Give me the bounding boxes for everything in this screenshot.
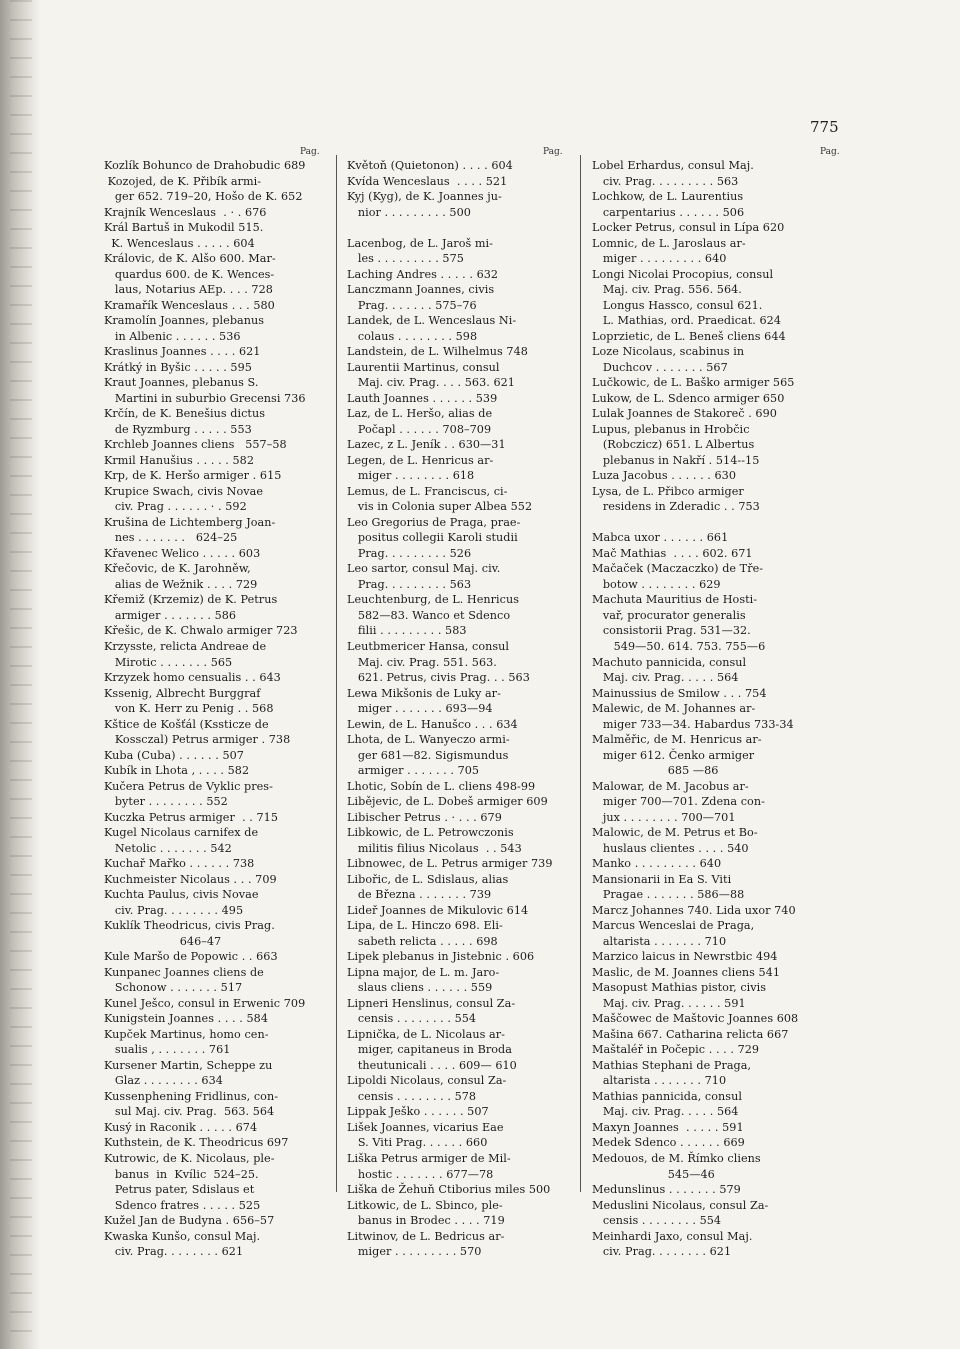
index-entry-line: S. Viti Prag. . . . . . 660	[347, 1136, 488, 1150]
index-entry-line: quardus 600. de K. Wences-	[104, 267, 275, 281]
index-entry-line: Květoň (Quietonon) . . . . 604	[347, 159, 513, 172]
index-entry-line: Leo Gregorius de Praga, prae-	[347, 515, 521, 529]
index-entry-line: Lazec, z L. Jeník . . 630—31	[347, 438, 506, 452]
index-entry-line: Medek Sdenco . . . . . . 669	[592, 1136, 745, 1150]
column-rule-1	[336, 155, 337, 1192]
index-entry-line: miger . . . . . . . . . 640	[592, 252, 727, 266]
index-entry-line: Kyj (Kyg), de K. Joannes ju-	[347, 190, 502, 204]
index-entry-line: vař, procurator generalis	[592, 608, 746, 622]
index-entry-line: Kuba (Cuba) . . . . . . 507	[104, 748, 244, 762]
index-entry-line: sualis , . . . . . . . 761	[104, 1043, 231, 1057]
index-entry-line: 545—46	[592, 1167, 715, 1181]
index-entry-line: Kozojed, de K. Přibík armi-	[104, 174, 262, 188]
index-entry-line: Maj. civ. Prag. . . . . . 591	[592, 996, 746, 1010]
index-entry-line: Malowar, de M. Jacobus ar-	[592, 779, 749, 793]
index-entry-line: Manko . . . . . . . . . 640	[592, 857, 722, 871]
pag-label-col3: Pag.	[820, 147, 840, 157]
index-entry-line: civ. Prag. . . . . . . . 621	[592, 1245, 732, 1259]
pag-label-col1: Pag.	[300, 147, 320, 157]
index-entry-line: Kučera Petrus de Vyklic pres-	[104, 779, 273, 793]
index-entry-line: Kubík in Lhota , . . . . 582	[104, 764, 250, 778]
index-column-3	[592, 158, 842, 1260]
index-entry-line: Kuklík Theodricus, civis Prag.	[104, 919, 275, 933]
index-entry-line: Malewic, de M. Johannes ar-	[592, 702, 756, 716]
index-entry-line: vis in Colonia super Albea 552	[347, 500, 533, 514]
index-entry-line: Lanczmann Joannes, civis	[347, 283, 495, 297]
index-entry-line: Kramařík Wenceslaus . . . 580	[104, 298, 275, 312]
index-entry-line: colaus . . . . . . . . 598	[347, 329, 478, 343]
index-entry-line: residens in Zderadic . . 753	[592, 500, 760, 514]
index-entry-line: Liška Petrus armiger de Mil-	[347, 1152, 511, 1165]
index-entry-line: Mašina 667. Catharina relicta 667	[592, 1027, 789, 1041]
index-entry-line: Lewin, de L. Hanušco . . . 634	[347, 717, 518, 731]
index-entry-line: Kwaska Kunšo, consul Maj.	[104, 1229, 261, 1243]
index-entry-line: miger . . . . . . . . . 570	[347, 1245, 482, 1259]
index-entry-line: Laching Andres . . . . . 632	[347, 267, 499, 281]
index-entry-line: Kupček Martinus, homo cen-	[104, 1027, 269, 1041]
index-entry-line: Libkowic, de L. Petrowczonis	[347, 826, 514, 840]
index-entry-line: civ. Prag. . . . . . . . . 563	[592, 174, 739, 188]
index-entry-line: Mabca uxor . . . . . . 661	[592, 531, 729, 545]
index-entry-line: sabeth relicta . . . . . 698	[347, 934, 498, 948]
index-entry-line: Lysa, de L. Přibco armiger	[592, 484, 744, 498]
index-entry-line: Maščowec de Maštovic Joannes 608	[592, 1012, 799, 1026]
index-entry-line: Lulak Joannes de Stakoreč . 690	[592, 407, 777, 421]
index-entry-line: Lipna major, de L. m. Jaro-	[347, 965, 500, 979]
index-entry-line: de Ryzmburg . . . . . 553	[104, 422, 252, 436]
index-entry-line: de Března . . . . . . . 739	[347, 888, 492, 902]
index-entry-line: Maj. civ. Prag. . . . . 564	[592, 671, 739, 685]
index-entry-line: Lipneri Henslinus, consul Za-	[347, 996, 516, 1010]
index-entry-line: Krmil Hanušius . . . . . 582	[104, 453, 255, 467]
index-entry-line: Glaz . . . . . . . . 634	[104, 1074, 223, 1088]
index-entry-line: Lobel Erhardus, consul Maj.	[592, 159, 754, 172]
index-entry-line: Lippak Ješko . . . . . . 507	[347, 1105, 489, 1119]
index-entry-line: Kutrowic, de K. Nicolaus, ple-	[104, 1152, 275, 1165]
index-entry-line: miger . . . . . . . . 618	[347, 469, 475, 483]
index-entry-line: Libnowec, de L. Petrus armiger 739	[347, 857, 553, 871]
index-entry-line: Marcus Wenceslai de Praga,	[592, 919, 755, 933]
index-entry-line: byter . . . . . . . . 552	[104, 795, 228, 809]
index-entry-line: Leo sartor, consul Maj. civ.	[347, 562, 501, 576]
index-entry-line: Lipoldi Nicolaus, consul Za-	[347, 1074, 507, 1088]
index-entry-line: Lochkow, de L. Laurentius	[592, 190, 744, 204]
index-entry-line: Mirotic . . . . . . . 565	[104, 655, 233, 669]
index-entry-line: Křavenec Welico . . . . . 603	[104, 546, 261, 560]
index-entry-line: Libořic, de L. Sdislaus, alias	[347, 872, 509, 886]
index-entry-line: les . . . . . . . . . 575	[347, 252, 464, 266]
index-entry-line: Kštice de Košťál (Kssticze de	[104, 717, 269, 731]
index-entry-line: Lomnic, de L. Jaroslaus ar-	[592, 236, 746, 250]
index-entry-line: Legen, de L. Henricus ar-	[347, 453, 494, 467]
index-entry-line: 582—83. Wanco et Sdenco	[347, 608, 511, 622]
index-entry-line: Mansionarii in Ea S. Viti	[592, 872, 732, 886]
index-entry-line: laus, Notarius AEp. . . . 728	[104, 283, 273, 297]
index-entry-line: Lipa, de L. Hinczo 698. Eli-	[347, 919, 503, 933]
index-entry-line: Krchleb Joannes cliens 557–58	[104, 438, 287, 452]
index-entry-line: Kuczka Petrus armiger . . 715	[104, 810, 278, 824]
index-entry-line: slaus cliens . . . . . . 559	[347, 981, 493, 995]
index-entry-line: Longi Nicolai Procopius, consul	[592, 267, 774, 281]
index-entry-line: Liška de Žehuň Ctiborius miles 500	[347, 1183, 551, 1197]
index-entry-line: Meinhardi Jaxo, consul Maj.	[592, 1229, 753, 1243]
index-entry-line: Medouos, de M. Římko cliens	[592, 1152, 761, 1165]
index-entry-line: 549—50. 614. 753. 755—6	[592, 639, 766, 653]
index-entry-line: Kvída Wenceslaus . . . . 521	[347, 174, 508, 188]
index-entry-line: Kužel Jan de Budyna . 656–57	[104, 1214, 275, 1228]
index-entry-line: Kraslinus Joannes . . . . 621	[104, 345, 261, 359]
index-entry-line: Maslic, de M. Joannes cliens 541	[592, 965, 781, 979]
index-entry-line: armiger . . . . . . . 586	[104, 608, 237, 622]
index-entry-line: Křemiž (Krzemiz) de K. Petrus	[104, 593, 278, 607]
index-entry-line: consistorii Prag. 531—32.	[592, 624, 751, 638]
index-entry-line: Libischer Petrus . · . . . 679	[347, 810, 502, 824]
index-entry-line: Lideř Joannes de Mikulovic 614	[347, 903, 529, 917]
index-entry-line: ger 681—82. Sigismundus	[347, 748, 509, 762]
index-entry-line: Kuthstein, de K. Theodricus 697	[104, 1136, 289, 1150]
index-column-1	[104, 158, 326, 1260]
index-entry-line: Netolic . . . . . . . 542	[104, 841, 232, 855]
index-entry-line: Krčín, de K. Benešius dictus	[104, 407, 266, 421]
index-entry-line: theutunicali . . . . 609— 610	[347, 1058, 517, 1072]
index-entry-line: Landstein, de L. Wilhelmus 748	[347, 345, 528, 359]
index-entry-line: Prag. . . . . . . . . 526	[347, 546, 472, 560]
index-entry-line: censis . . . . . . . . 554	[347, 1012, 477, 1026]
index-entry-line: banus in Kvílic 524–25.	[104, 1167, 259, 1181]
index-entry-line	[592, 515, 842, 531]
index-entry-line: civ. Prag. . . . . . . . 621	[104, 1245, 244, 1259]
index-entry-line: civ. Prag . . . . . . · . 592	[104, 500, 247, 514]
index-entry-line: Krzyzek homo censualis . . 643	[104, 671, 281, 685]
index-entry-line: Krzysste, relicta Andreae de	[104, 639, 267, 653]
index-entry-line: Krp, de K. Heršo armiger . 615	[104, 469, 282, 483]
index-entry-line: Pragae . . . . . . . 586—88	[592, 888, 745, 902]
index-entry-line: K. Wenceslaus . . . . . 604	[104, 236, 255, 250]
index-entry-line: 646–47	[104, 934, 222, 948]
index-entry-line: Kursener Martin, Scheppe zu	[104, 1058, 273, 1072]
index-entry-line: Machuto pannicida, consul	[592, 655, 747, 669]
index-entry-line: alias de Wežnik . . . . 729	[104, 577, 258, 591]
index-entry-line: Krajník Wenceslaus . · . 676	[104, 205, 267, 219]
page-number: 775	[810, 118, 839, 136]
index-entry-line: Lewa Mikšonis de Luky ar-	[347, 686, 501, 700]
index-entry-line: censis . . . . . . . . 554	[592, 1214, 722, 1228]
index-entry-line: Král Bartuš in Mukodil 515.	[104, 221, 264, 235]
index-entry-line: carpentarius . . . . . . 506	[592, 205, 745, 219]
index-entry-line: Maxyn Joannes . . . . . 591	[592, 1120, 744, 1134]
index-entry-line: positus collegii Karoli studii	[347, 531, 518, 545]
index-entry-line: plebanus in Nakří . 514--15	[592, 453, 760, 467]
index-entry-line: Sdenco fratres . . . . . 525	[104, 1198, 261, 1212]
index-entry-line: Maj. civ. Prag. . . . . 564	[592, 1105, 739, 1119]
index-entry-line: Kunpanec Joannes cliens de	[104, 965, 264, 979]
index-entry-line: Mathias Stephani de Praga,	[592, 1058, 752, 1072]
index-entry-line: Lacenbog, de L. Jaroš mi-	[347, 236, 493, 250]
index-entry-line: Krupice Swach, civis Novae	[104, 484, 264, 498]
index-entry-line: Prag. . . . . . . . . 563	[347, 577, 472, 591]
index-entry-line: Počapl . . . . . . 708–709	[347, 422, 492, 436]
index-entry-line: Lhota, de L. Wanyeczo armi-	[347, 733, 510, 747]
index-entry-line: Kule Maršo de Popowic . . 663	[104, 950, 278, 964]
column-rule-2	[580, 155, 581, 1192]
index-entry-line: filii . . . . . . . . . 583	[347, 624, 467, 638]
index-entry-line: Kossczal) Petrus armiger . 738	[104, 733, 291, 747]
index-entry-line: Medunslinus . . . . . . . 579	[592, 1183, 741, 1197]
index-entry-line: L. Mathias, ord. Praedicat. 624	[592, 314, 781, 328]
index-entry-line: 685 —86	[592, 764, 719, 778]
index-entry-line: nior . . . . . . . . . 500	[347, 205, 471, 219]
index-entry-line: Kunigstein Joannes . . . . 584	[104, 1012, 268, 1026]
index-entry-line: Maj. civ. Prag. . . . 563. 621	[347, 376, 515, 390]
index-entry-line: Locker Petrus, consul in Lípa 620	[592, 221, 785, 235]
index-entry-line: miger 612. Čenko armiger	[592, 748, 755, 762]
index-entry-line: Maštaléř in Počepic . . . . 729	[592, 1043, 760, 1057]
index-entry-line: Loprzietic, de L. Beneš cliens 644	[592, 329, 786, 343]
index-entry-line: Krátký in Byšic . . . . . 595	[104, 360, 252, 374]
index-entry-line: Malměřic, de M. Henricus ar-	[592, 733, 762, 747]
index-entry-line: Malowic, de M. Petrus et Bo-	[592, 826, 758, 840]
index-entry-line: huslaus clientes . . . . 540	[592, 841, 749, 855]
index-entry-line: censis . . . . . . . . 578	[347, 1089, 477, 1103]
index-entry-line: Machuta Mauritius de Hosti-	[592, 593, 758, 607]
index-entry-line: Litwinov, de L. Bedricus ar-	[347, 1229, 505, 1243]
index-entry-line: Lemus, de L. Franciscus, ci-	[347, 484, 508, 498]
index-entry-line: Laurentii Martinus, consul	[347, 360, 500, 374]
index-entry-line	[347, 220, 569, 236]
index-entry-line: Lišek Joannes, vicarius Eae	[347, 1120, 504, 1134]
index-entry-line: botow . . . . . . . . 629	[592, 577, 721, 591]
index-entry-line: Mathias pannicida, consul	[592, 1089, 742, 1103]
index-entry-line: Maj. civ. Prag. 556. 564.	[592, 283, 742, 297]
index-entry-line: Kramolín Joannes, plebanus	[104, 314, 265, 328]
index-entry-line: Lukow, de L. Sdenco armiger 650	[592, 391, 785, 405]
index-entry-line: Krušina de Lichtemberg Joan-	[104, 515, 276, 529]
index-entry-line: Lučkowic, de L. Baško armiger 565	[592, 376, 795, 390]
index-entry-line: Lupus, plebanus in Hrobčic	[592, 422, 750, 436]
index-entry-line: Duchcov . . . . . . . 567	[592, 360, 728, 374]
index-entry-line: in Albenic . . . . . . 536	[104, 329, 241, 343]
index-entry-line: Kusý in Raconik . . . . . 674	[104, 1120, 258, 1134]
index-entry-line: Kunel Ješco, consul in Erwenic 709	[104, 996, 306, 1010]
index-entry-line: sul Maj. civ. Prag. 563. 564	[104, 1105, 275, 1119]
index-entry-line: Schonow . . . . . . . 517	[104, 981, 243, 995]
index-entry-line: militis filius Nicolaus . . 543	[347, 841, 522, 855]
index-entry-line: Mač Mathias . . . . 602. 671	[592, 546, 753, 560]
index-entry-line: Leuchtenburg, de L. Henricus	[347, 593, 520, 607]
index-entry-line: (Robczicz) 651. L Albertus	[592, 438, 755, 452]
index-entry-line: Lipek plebanus in Jistebnic . 606	[347, 950, 535, 964]
index-entry-line: Kozlík Bohunco de Drahobudic 689	[104, 159, 306, 172]
index-entry-line: hostic . . . . . . . 677—78	[347, 1167, 494, 1181]
index-entry-line: von K. Herr zu Penig . . 568	[104, 702, 274, 716]
index-entry-line: Křešic, de K. Chwalo armiger 723	[104, 624, 298, 638]
index-entry-line: nes . . . . . . . 624–25	[104, 531, 238, 545]
index-entry-line: Mačaček (Maczaczko) de Tře-	[592, 562, 764, 576]
index-entry-line: Luza Jacobus . . . . . . 630	[592, 469, 737, 483]
index-entry-line: banus in Brodec . . . . 719	[347, 1214, 505, 1228]
index-entry-line: Královic, de K. Alšo 600. Mar-	[104, 252, 276, 266]
index-entry-line: Kussenphening Fridlinus, con-	[104, 1089, 279, 1103]
index-entry-line: Liběјevic, de L. Dobeš armiger 609	[347, 795, 548, 809]
index-entry-line: Mainussius de Smilow . . . 754	[592, 686, 767, 700]
index-entry-line: Kssenig, Albrecht Burggraf	[104, 686, 261, 700]
index-entry-line: Lauth Joannes . . . . . . 539	[347, 391, 498, 405]
index-entry-line: Kuchta Paulus, civis Novae	[104, 888, 259, 902]
index-entry-line: altarista . . . . . . . 710	[592, 1074, 727, 1088]
index-entry-line: miger . . . . . . . 693—94	[347, 702, 493, 716]
index-entry-line: miger 733—34. Habardus 733-34	[592, 717, 794, 731]
index-entry-line: Marcz Johannes 740. Lida uxor 740	[592, 903, 796, 917]
index-entry-line: Lhotic, Sobín de L. cliens 498-99	[347, 779, 536, 793]
index-entry-line: Litkowic, de L. Sbinco, ple-	[347, 1198, 503, 1212]
index-entry-line: civ. Prag. . . . . . . . 495	[104, 903, 244, 917]
index-entry-line: ger 652. 719–20, Hošo de K. 652	[104, 190, 303, 204]
index-entry-line: miger 700—701. Zdena con-	[592, 795, 765, 809]
index-entry-line: Kugel Nicolaus carnifex de	[104, 826, 259, 840]
index-entry-line: Křečovic, de K. Jarohněw,	[104, 562, 251, 576]
index-entry-line: Kuchmeister Nicolaus . . . 709	[104, 872, 277, 886]
pag-label-col2: Pag.	[543, 147, 563, 157]
index-entry-line: miger, capitaneus in Broda	[347, 1043, 512, 1057]
index-entry-line: Lipnička, de L. Nicolaus ar-	[347, 1027, 505, 1041]
index-entry-line: Kuchař Mařko . . . . . . 738	[104, 857, 255, 871]
index-entry-line: armiger . . . . . . . 705	[347, 764, 480, 778]
index-entry-line: jux . . . . . . . . 700—701	[592, 810, 736, 824]
index-entry-line: Petrus pater, Sdislaus et	[104, 1183, 255, 1197]
index-entry-line: Prag. . . . . . . 575–76	[347, 298, 477, 312]
index-entry-line: Leutbmericer Hansa, consul	[347, 639, 510, 653]
index-entry-line: Kraut Joannes, plebanus S.	[104, 376, 259, 390]
index-entry-line: Laz, de L. Heršo, alias de	[347, 407, 493, 421]
binding-stitch-marks	[10, 0, 32, 1349]
index-entry-line: Masopust Mathias pistor, civis	[592, 981, 767, 995]
index-entry-line: Marzico laicus in Newrstbic 494	[592, 950, 778, 964]
index-entry-line: Meduslini Nicolaus, consul Za-	[592, 1198, 769, 1212]
index-entry-line: Longus Hassco, consul 621.	[592, 298, 763, 312]
index-entry-line: altarista . . . . . . . 710	[592, 934, 727, 948]
index-entry-line: Martini in suburbio Grecensi 736	[104, 391, 306, 405]
index-entry-line: Landek, de L. Wenceslaus Ni-	[347, 314, 517, 328]
index-entry-line: Loze Nicolaus, scabinus in	[592, 345, 745, 359]
index-entry-line: Maj. civ. Prag. 551. 563.	[347, 655, 497, 669]
index-entry-line: 621. Petrus, civis Prag. . . 563	[347, 671, 530, 685]
index-column-2	[347, 158, 569, 1260]
